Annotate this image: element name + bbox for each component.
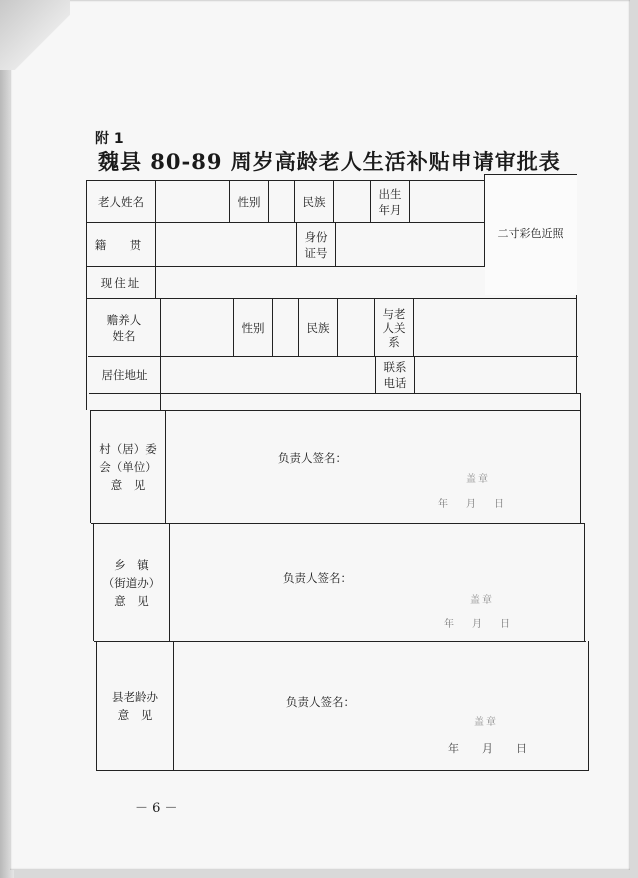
relation-label: 与老 人关 系 <box>382 306 406 349</box>
phone-label: 联系 电话 <box>383 360 407 390</box>
elder-name-field[interactable] <box>156 181 228 222</box>
table-line <box>96 770 589 771</box>
table-line <box>580 393 581 523</box>
supporter-name-label: 赡养人 姓名 <box>106 312 142 343</box>
table-line <box>89 393 580 394</box>
birth-label: 出生 年月 <box>378 186 402 217</box>
gender-label: 性别 <box>237 194 261 209</box>
village-date-label: 年月日 <box>438 499 522 510</box>
form-title: 魏县 80-89 周岁高龄老人生活补贴申请审批表 <box>98 149 561 174</box>
current-address-label: 现住址 <box>100 275 142 290</box>
town-seal-label: 盖章 <box>470 595 494 606</box>
page-fold <box>0 0 70 70</box>
supporter-ethnicity-field[interactable] <box>338 299 374 356</box>
native-place-label: 籍 贯 <box>94 237 148 252</box>
ethnicity-field[interactable] <box>334 181 370 222</box>
id-number-field[interactable] <box>336 223 484 266</box>
table-line <box>173 641 174 770</box>
supporter-ethnicity-label: 民族 <box>306 320 330 335</box>
residence-label: 居住地址 <box>101 368 148 382</box>
native-place-field[interactable] <box>156 223 296 266</box>
county-date-label: 年 月 日 <box>448 742 533 755</box>
village-opinion-label: 村（居）委 会（单位） 意 见 <box>99 442 157 492</box>
photo-label: 二寸彩色近照 <box>497 227 564 240</box>
relation-field[interactable] <box>414 299 576 356</box>
supporter-gender-field[interactable] <box>273 299 298 356</box>
elder-name-label: 老人姓名 <box>98 194 144 209</box>
supporter-name-field[interactable] <box>161 299 233 356</box>
county-signature-label: 负责人签名： <box>286 695 355 709</box>
residence-field[interactable] <box>161 357 375 393</box>
ethnicity-label: 民族 <box>302 194 326 209</box>
current-address-field[interactable] <box>156 267 576 298</box>
annex-label: 附 1 <box>95 131 124 147</box>
supporter-gender-label: 性别 <box>241 320 265 335</box>
phone-field[interactable] <box>415 357 577 393</box>
table-line <box>169 523 170 641</box>
town-signature-label: 负责人签名： <box>283 571 352 585</box>
gender-field[interactable] <box>269 181 294 222</box>
village-seal-label: 盖章 <box>466 474 490 485</box>
page-number: － 6 － <box>135 801 178 816</box>
table-line <box>588 641 589 770</box>
birth-field[interactable] <box>410 181 484 222</box>
table-line <box>165 410 166 523</box>
town-opinion-label: 乡 镇 （街道办） 意 见 <box>102 557 161 608</box>
county-seal-label: 盖章 <box>474 717 498 728</box>
id-number-label: 身份 证号 <box>304 229 328 260</box>
county-opinion-label: 县老龄办 意 见 <box>112 690 158 722</box>
town-date-label: 年月日 <box>444 619 528 630</box>
village-signature-label: 负责人签名： <box>278 451 347 465</box>
table-line <box>584 523 585 641</box>
